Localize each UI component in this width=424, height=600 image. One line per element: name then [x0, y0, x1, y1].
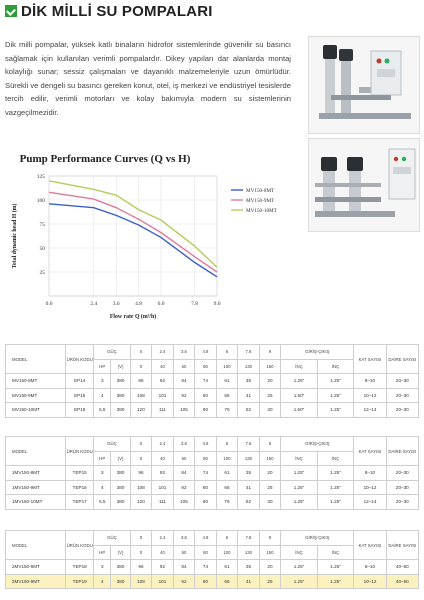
cell-floors: 12–14: [354, 495, 386, 510]
cell-head: 66: [216, 480, 238, 495]
table-row: [6, 495, 419, 510]
legend-label: MV150-9MT: [246, 198, 275, 204]
header-flats: DAİRE SAYISI: [386, 437, 418, 466]
cell-head: 41: [238, 574, 260, 589]
cell-head: 108: [130, 574, 152, 589]
cell-head: 105: [173, 403, 195, 418]
header-flow-value: 7.8: [238, 531, 260, 546]
table-row: [6, 388, 419, 403]
cell-head: 96: [130, 560, 152, 575]
header-model: MODEL: [6, 531, 66, 560]
cell-model: 2MV150-9MT: [6, 574, 66, 589]
header-flow-value: 6: [216, 531, 238, 546]
table-row: [6, 374, 419, 389]
table-header-row: [6, 437, 419, 452]
cell-floors: 10–12: [354, 480, 386, 495]
header-flow-value: 9: [259, 345, 281, 360]
header-code: ÜRÜN KODU: [66, 531, 94, 560]
cell-hp: 3: [94, 560, 111, 575]
header-head-value: 100: [216, 451, 238, 466]
cell-head: 92: [152, 560, 174, 575]
cell-volt: 380: [111, 388, 130, 403]
header-floors: KAT SAYISI: [354, 345, 386, 374]
cell-code: TEP19: [66, 574, 94, 589]
cell-outlet: 1.25": [317, 466, 354, 481]
x-axis-label: Flow rate Q (m³/h): [109, 314, 157, 320]
page-title: DİK MİLLİ SU POMPALARI: [21, 2, 213, 20]
cell-head: 74: [195, 466, 217, 481]
cell-volt: 380: [111, 374, 130, 389]
header-flow-value: 3.6: [173, 531, 195, 546]
header-code: ÜRÜN KODU: [66, 437, 94, 466]
cell-head: 92: [173, 574, 195, 589]
cell-head: 101: [152, 480, 174, 495]
header-inch-out: İNÇ: [317, 451, 354, 466]
y-tick-label: 100: [36, 198, 45, 204]
x-tick-label: 3.6: [112, 301, 120, 307]
table-header-row: [6, 345, 419, 360]
cell-head: 30: [259, 495, 281, 510]
cell-model: 1MV150-9MT: [6, 480, 66, 495]
cell-code: TEP15: [66, 466, 94, 481]
header-flow-value: 9: [259, 531, 281, 546]
x-tick-label: 9.0: [213, 301, 221, 307]
header-connection: GİRİŞ-ÇIKIŞ: [281, 437, 354, 452]
cell-outlet: 1.25": [317, 480, 354, 495]
cell-code: TEP17: [66, 495, 94, 510]
header-code: ÜRÜN KODU: [66, 345, 94, 374]
spec-table-1mv: [5, 436, 419, 510]
header-flow-value: 3.6: [173, 345, 195, 360]
cell-code: TEP16: [66, 480, 94, 495]
header-head-value: 60: [173, 359, 195, 374]
cell-head: 66: [216, 388, 238, 403]
cell-code: EP16: [66, 403, 94, 418]
cell-head: 92: [152, 374, 174, 389]
cell-flats: 40–60: [386, 574, 418, 589]
legend-label: MV150-8MT: [246, 188, 275, 194]
cell-inlet: 1.25": [281, 560, 318, 575]
cell-flats: 20–30: [386, 388, 418, 403]
header-head-value: 150: [259, 451, 281, 466]
header-inch-out: İNÇ: [317, 359, 354, 374]
header-head-value: 150: [259, 545, 281, 560]
header-inch-in: İNÇ: [281, 545, 318, 560]
header-hp: HP: [94, 545, 111, 560]
cell-outlet: 1.25": [317, 560, 354, 575]
cell-model: 2MV150-8MT: [6, 560, 66, 575]
cell-head: 20: [259, 374, 281, 389]
cell-head: 84: [173, 466, 195, 481]
header-head-value: 130: [238, 545, 260, 560]
cell-head: 92: [173, 480, 195, 495]
x-tick-label: 2.4: [90, 301, 98, 307]
cell-inlet: 1.25": [281, 574, 318, 589]
cell-head: 35: [238, 374, 260, 389]
cell-head: 96: [130, 374, 152, 389]
cell-head: 74: [195, 560, 217, 575]
cell-floors: 8–10: [354, 374, 386, 389]
header-power: GÜÇ: [94, 345, 131, 360]
cell-flats: 20–30: [386, 495, 418, 510]
header-flow-value: 4.8: [195, 531, 217, 546]
cell-inlet: 1.25": [281, 480, 318, 495]
header-head-value: 80: [195, 545, 217, 560]
cell-head: 79: [216, 403, 238, 418]
cell-head: 52: [238, 495, 260, 510]
table-row: [6, 560, 419, 575]
table-row: [6, 574, 419, 589]
header-connection: GİRİŞ-ÇIKIŞ: [281, 345, 354, 360]
cell-hp: 5.5: [94, 495, 111, 510]
header-hp: HP: [94, 359, 111, 374]
header-volt: (V): [111, 451, 130, 466]
title-bar: [5, 2, 213, 20]
x-tick-label: 4.8: [135, 301, 143, 307]
cell-head: 61: [216, 466, 238, 481]
cell-hp: 5.5: [94, 403, 111, 418]
cell-head: 108: [130, 388, 152, 403]
header-head-value: 40: [152, 451, 174, 466]
spec-table-single: [5, 344, 419, 418]
cell-head: 111: [152, 495, 174, 510]
cell-flats: 20–30: [386, 374, 418, 389]
cell-head: 25: [259, 480, 281, 495]
cell-head: 41: [238, 480, 260, 495]
cell-head: 41: [238, 388, 260, 403]
cell-volt: 380: [111, 560, 130, 575]
cell-outlet: 1.25": [317, 374, 354, 389]
cell-inlet: 1.25": [281, 495, 318, 510]
plot-area: [49, 176, 217, 296]
header-flow-value: 2.4: [152, 531, 174, 546]
header-flow-value: 2.4: [152, 437, 174, 452]
header-power: GÜÇ: [94, 437, 131, 452]
cell-hp: 3: [94, 374, 111, 389]
cell-head: 61: [216, 560, 238, 575]
header-head-value: 100: [216, 545, 238, 560]
cell-head: 79: [216, 495, 238, 510]
table-header-row: [6, 531, 419, 546]
header-head-value: 60: [173, 451, 195, 466]
cell-head: 105: [173, 495, 195, 510]
cell-model: MV150-9MT: [6, 388, 66, 403]
header-flow-value: 0: [130, 437, 152, 452]
cell-hp: 4: [94, 574, 111, 589]
cell-head: 90: [195, 403, 217, 418]
y-axis-label: Total dynamic head H (m): [12, 203, 18, 269]
pump-performance-chart: [5, 150, 295, 322]
cell-model: 1MV150-8MT: [6, 466, 66, 481]
x-tick-label: 0.0: [45, 301, 53, 307]
pump-panel-illustration: [309, 37, 420, 134]
cell-volt: 380: [111, 466, 130, 481]
header-head-value: 60: [173, 545, 195, 560]
cell-outlet: 1.25": [317, 403, 354, 418]
cell-head: 92: [152, 466, 174, 481]
chart-title: Pump Performance Curves (Q vs H): [19, 153, 191, 165]
header-flats: DAİRE SAYISI: [386, 345, 418, 374]
header-volt: (V): [111, 545, 130, 560]
header-flow-value: 0: [130, 531, 152, 546]
cell-floors: 12–14: [354, 403, 386, 418]
header-head-value: 130: [238, 451, 260, 466]
cell-head: 80: [195, 388, 217, 403]
cell-head: 101: [152, 574, 174, 589]
table-row: [6, 466, 419, 481]
x-tick-label: 6.0: [157, 301, 165, 307]
header-flow-value: 6: [216, 437, 238, 452]
header-flow-value: 7.8: [238, 345, 260, 360]
header-floors: KAT SAYISI: [354, 437, 386, 466]
cell-head: 111: [152, 403, 174, 418]
cell-floors: 8–10: [354, 466, 386, 481]
cell-head: 61: [216, 374, 238, 389]
header-flow-value: 2.4: [152, 345, 174, 360]
cell-flats: 40–60: [386, 560, 418, 575]
cell-volt: 380: [111, 495, 130, 510]
header-inch-out: İNÇ: [317, 545, 354, 560]
y-tick-label: 25: [39, 270, 45, 276]
check-square-icon: [5, 5, 17, 17]
header-flow-value: 4.8: [195, 345, 217, 360]
cell-inlet: 1.50": [281, 403, 318, 418]
cell-head: 66: [216, 574, 238, 589]
header-head-value: 150: [259, 359, 281, 374]
cell-head: 20: [259, 466, 281, 481]
cell-code: TEP18: [66, 560, 94, 575]
cell-head: 80: [195, 574, 217, 589]
pump-panel-photo: [308, 36, 420, 134]
cell-hp: 3: [94, 466, 111, 481]
header-flow-value: 4.8: [195, 437, 217, 452]
cell-volt: 380: [111, 480, 130, 495]
cell-head: 80: [195, 480, 217, 495]
cell-volt: 380: [111, 403, 130, 418]
cell-code: EP15: [66, 388, 94, 403]
cell-volt: 380: [111, 574, 130, 589]
cell-hp: 4: [94, 388, 111, 403]
header-flow-value: 3.6: [173, 437, 195, 452]
header-hp: HP: [94, 451, 111, 466]
cell-head: 101: [152, 388, 174, 403]
cell-head: 20: [259, 560, 281, 575]
spec-table-2mv: [5, 530, 419, 589]
cell-head: 30: [259, 403, 281, 418]
cell-floors: 10–12: [354, 574, 386, 589]
header-head-value: 0: [130, 451, 152, 466]
legend-label: MV150-10MT: [246, 208, 277, 214]
cell-inlet: 1.50": [281, 388, 318, 403]
cell-head: 74: [195, 374, 217, 389]
header-volt: (V): [111, 359, 130, 374]
cell-head: 52: [238, 403, 260, 418]
cell-outlet: 1.25": [317, 574, 354, 589]
cell-head: 120: [130, 403, 152, 418]
cell-floors: 8–10: [354, 560, 386, 575]
header-model: MODEL: [6, 345, 66, 374]
cell-flats: 20–30: [386, 480, 418, 495]
cell-head: 25: [259, 574, 281, 589]
table-row: [6, 403, 419, 418]
cell-outlet: 1.25": [317, 388, 354, 403]
y-tick-label: 75: [39, 222, 45, 228]
cell-code: EP14: [66, 374, 94, 389]
table-row: [6, 480, 419, 495]
header-flats: DAİRE SAYISI: [386, 531, 418, 560]
header-floors: KAT SAYISI: [354, 531, 386, 560]
header-head-value: 130: [238, 359, 260, 374]
header-head-value: 0: [130, 359, 152, 374]
x-tick-label: 7.8: [191, 301, 199, 307]
cell-head: 90: [195, 495, 217, 510]
cell-hp: 4: [94, 480, 111, 495]
header-head-value: 40: [152, 545, 174, 560]
header-head-value: 0: [130, 545, 152, 560]
header-head-value: 80: [195, 451, 217, 466]
cell-flats: 20–30: [386, 403, 418, 418]
y-tick-label: 125: [36, 174, 45, 180]
header-flow-value: 7.8: [238, 437, 260, 452]
header-connection: GİRİŞ-ÇIKIŞ: [281, 531, 354, 546]
cell-floors: 10–12: [354, 388, 386, 403]
y-tick-label: 50: [39, 246, 45, 252]
booster-set-photo: [308, 138, 420, 232]
header-model: MODEL: [6, 437, 66, 466]
cell-head: 35: [238, 560, 260, 575]
intro-paragraph: Dik milli pompalar, yüksek katlı binaların hidrofor sistemlerinde güvenilir su basıncı sağlamak için kullanılan verimli pompalardır. Dikey yapıları dar alanlarda montaj kolaylığı sunar; sessiz çalışmaları ve dayanıklı malzemeleriyle uzun ömürlüdür. Sürekli ve dengeli su basıncı gereken konut, otel, iş merkezi ve endüstriyel tesislerde tercih edilir, verimli motorları ve kolay bakımıyla modern su sistemlerinin vazgeçilmezidir.: [5, 40, 291, 117]
cell-model: MV150-8MT: [6, 374, 66, 389]
cell-inlet: 1.25": [281, 466, 318, 481]
header-power: GÜÇ: [94, 531, 131, 546]
cell-head: 120: [130, 495, 152, 510]
cell-head: 84: [173, 374, 195, 389]
cell-head: 25: [259, 388, 281, 403]
cell-head: 84: [173, 560, 195, 575]
header-head-value: 40: [152, 359, 174, 374]
header-inch-in: İNÇ: [281, 359, 318, 374]
cell-head: 35: [238, 466, 260, 481]
header-head-value: 80: [195, 359, 217, 374]
header-flow-value: 9: [259, 437, 281, 452]
header-head-value: 100: [216, 359, 238, 374]
cell-head: 108: [130, 480, 152, 495]
cell-model: 1MV150-10MT: [6, 495, 66, 510]
cell-head: 96: [130, 466, 152, 481]
cell-head: 92: [173, 388, 195, 403]
header-flow-value: 6: [216, 345, 238, 360]
cell-model: MV150-10MT: [6, 403, 66, 418]
header-inch-in: İNÇ: [281, 451, 318, 466]
cell-inlet: 1.25": [281, 374, 318, 389]
cell-outlet: 1.25": [317, 495, 354, 510]
cell-flats: 20–30: [386, 466, 418, 481]
header-flow-value: 0: [130, 345, 152, 360]
booster-set-illustration: [309, 139, 420, 232]
chart-svg: [5, 150, 295, 322]
